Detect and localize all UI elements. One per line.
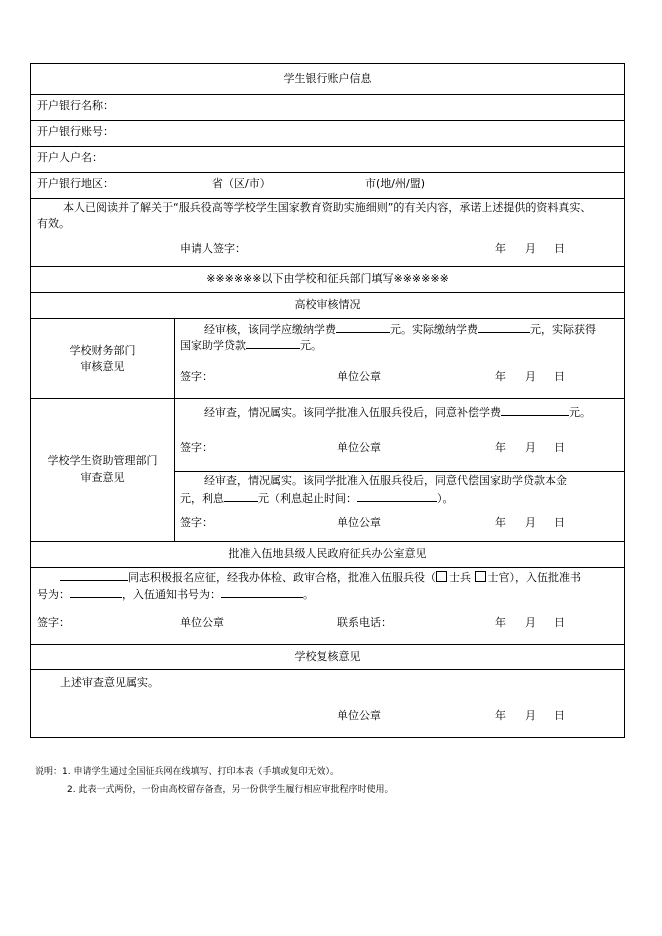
row-divider <box>31 146 624 147</box>
row-divider <box>31 292 624 293</box>
city-label: 市(地/州/盟) <box>365 177 425 190</box>
military-text-line2: 号为： ，入伍通知书号为： 。 <box>37 588 314 601</box>
row-divider <box>31 198 624 199</box>
note-line2: 2. 此表一式两份，一份由高校留存备查，另一份供学生履行相应审批程序时使用。 <box>67 785 394 795</box>
month-label: 月 <box>525 370 536 383</box>
interest-period-blank[interactable] <box>357 490 437 502</box>
day-label: 日 <box>554 516 565 529</box>
row-divider <box>31 644 624 645</box>
tuition-compensation-blank[interactable] <box>501 404 569 416</box>
aid-opinion-label: 审查意见 <box>80 471 125 484</box>
recheck-title: 学校复核意见 <box>294 650 361 663</box>
row-divider <box>31 94 624 95</box>
day-label: 日 <box>554 242 565 255</box>
approval-no-blank[interactable] <box>70 586 122 598</box>
year-label: 年 <box>495 616 506 629</box>
declaration-line1: 本人已阅读并了解关于“服兵役高等学校学生国家教育资助实施细则”的有关内容，承诺上述提供的资料真实、 <box>63 201 592 214</box>
aid1-text: 经审查，情况属实。该同学批准入伍服兵役后，同意补偿学费 元。 <box>204 406 591 419</box>
year-label: 年 <box>495 370 506 383</box>
military-office-title: 批准入伍地县级人民政府征兵办公室意见 <box>228 547 427 560</box>
military-seal-label: 单位公章 <box>180 616 224 629</box>
aid2-signature-label: 签字： <box>180 516 213 529</box>
finance-opinion-label: 审核意见 <box>80 360 125 373</box>
year-label: 年 <box>495 709 506 722</box>
day-label: 日 <box>554 709 565 722</box>
loan-amount-blank[interactable] <box>246 337 300 349</box>
school-review-title: 高校审核情况 <box>294 298 361 311</box>
year-label: 年 <box>495 242 506 255</box>
finance-seal-label: 单位公章 <box>337 370 381 383</box>
finance-dept-label: 学校财务部门 <box>69 344 136 357</box>
sergeant-checkbox[interactable] <box>475 571 486 582</box>
month-label: 月 <box>525 441 536 454</box>
row-divider <box>31 266 624 267</box>
aid1-signature-label: 签字： <box>180 441 213 454</box>
holder-label: 开户人户名： <box>37 151 103 164</box>
day-label: 日 <box>554 370 565 383</box>
row-divider <box>174 471 624 472</box>
note-line1: 说明：1. 申请学生通过全国征兵网在线填写、打印本表（手填或复印无效）。 <box>35 767 339 777</box>
row-divider <box>31 541 624 542</box>
year-label: 年 <box>495 441 506 454</box>
month-label: 月 <box>525 242 536 255</box>
aid2-text-line1: 经审查，情况属实。该同学批准入伍服兵役后，同意代偿国家助学贷款本金 <box>204 474 567 487</box>
declaration-line2: 有效。 <box>37 217 70 230</box>
day-label: 日 <box>554 441 565 454</box>
row-divider <box>31 669 624 670</box>
interest-blank[interactable] <box>224 490 258 502</box>
row-divider <box>31 120 624 121</box>
military-signature-label: 签字： <box>37 616 70 629</box>
notice-no-blank[interactable] <box>221 586 303 598</box>
row-divider <box>31 567 624 568</box>
tuition-paid-blank[interactable] <box>478 321 530 333</box>
region-label: 开户银行地区： <box>37 177 114 190</box>
column-divider <box>174 318 175 541</box>
month-label: 月 <box>525 616 536 629</box>
aid2-seal-label: 单位公章 <box>337 516 381 529</box>
province-label: 省（区/市） <box>212 177 271 190</box>
finance-text-line2: 国家助学贷款 元。 <box>180 339 322 352</box>
row-divider <box>31 318 624 319</box>
finance-text-line1: 经审核，该同学应缴纳学费 元。实际缴纳学费 元，实际获得 <box>204 323 596 336</box>
soldier-checkbox[interactable] <box>436 571 447 582</box>
aid2-text-line2: 元，利息 元（利息起止时间： ）。 <box>180 492 454 505</box>
account-title: 学生银行账户信息 <box>283 72 372 85</box>
month-label: 月 <box>525 516 536 529</box>
military-phone-label: 联系电话： <box>337 616 392 629</box>
aid-dept-label: 学校学生资助管理部门 <box>47 454 158 467</box>
month-label: 月 <box>525 709 536 722</box>
divider-banner: ※※※※※※以下由学校和征兵部门填写※※※※※※ <box>206 272 449 285</box>
student-name-blank[interactable] <box>60 569 128 581</box>
account-no-label: 开户银行账号： <box>37 125 114 138</box>
recheck-text: 上述审查意见属实。 <box>60 676 159 689</box>
day-label: 日 <box>554 616 565 629</box>
year-label: 年 <box>495 516 506 529</box>
applicant-signature-label: 申请人签字： <box>180 242 246 255</box>
military-text-line1: 同志积极报名应征，经我办体检、政审合格，批准入伍服兵役（ 士兵 士官），入伍批准书 <box>60 569 581 585</box>
bank-name-label: 开户银行名称： <box>37 99 114 112</box>
row-divider <box>31 398 624 399</box>
row-divider <box>31 172 624 173</box>
recheck-seal-label: 单位公章 <box>337 709 381 722</box>
tuition-due-blank[interactable] <box>336 321 390 333</box>
aid1-seal-label: 单位公章 <box>337 441 381 454</box>
finance-signature-label: 签字： <box>180 370 213 383</box>
application-form <box>30 63 625 738</box>
